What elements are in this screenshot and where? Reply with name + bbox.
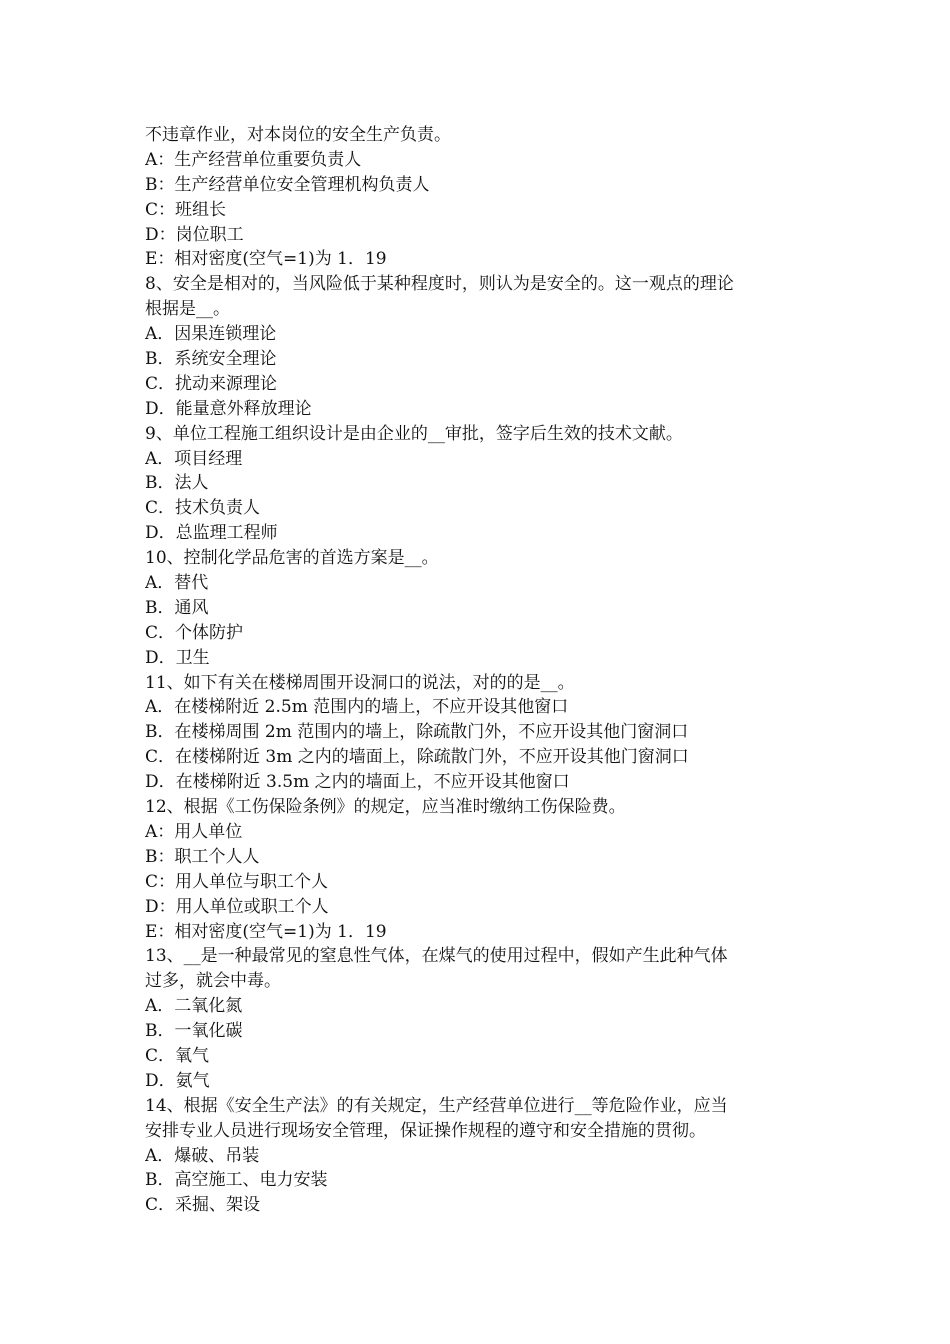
text-line: E：相对密度(空气=1)为 1．19 <box>145 921 387 942</box>
text-line: 9、单位工程施工组织设计是由企业的__审批，签字后生效的技术文献。 <box>145 423 683 444</box>
text-line: C：用人单位与职工个人 <box>145 871 329 892</box>
text-line: A：用人单位 <box>145 821 243 842</box>
text-line: D．总监理工程师 <box>145 523 278 544</box>
text-line: C．个体防护 <box>145 622 244 643</box>
text-line: 过多，就会中毒。 <box>145 971 281 992</box>
text-line: 14、根据《安全生产法》的有关规定，生产经营单位进行__等危险作业，应当 <box>145 1095 728 1116</box>
text-line: C：班组长 <box>145 199 227 220</box>
text-line: 不违章作业，对本岗位的安全生产负责。 <box>145 125 451 145</box>
text-line: 12、根据《工伤保险条例》的规定，应当准时缴纳工伤保险费。 <box>145 797 626 818</box>
text-line: E：相对密度(空气=1)为 1．19 <box>145 249 387 270</box>
text-line: 安排专业人员进行现场安全管理，保证操作规程的遵守和安全措施的贯彻。 <box>145 1120 706 1141</box>
text-line: A：生产经营单位重要负责人 <box>145 149 362 170</box>
text-line: 13、__是一种最常见的窒息性气体，在煤气的使用过程中，假如产生此种气体 <box>145 946 728 967</box>
text-line: A．替代 <box>145 573 209 594</box>
text-line: A．爆破、吊装 <box>145 1145 260 1166</box>
text-line: A．因果连锁理论 <box>145 324 277 345</box>
text-line: D．在楼梯附近 3.5m 之内的墙面上，不应开设其他窗口 <box>145 772 570 793</box>
text-line: B．法人 <box>145 473 209 494</box>
text-line: 10、控制化学品危害的首选方案是__。 <box>145 548 439 569</box>
text-line: A．项目经理 <box>145 448 243 469</box>
text-line: A．二氧化氮 <box>145 996 243 1017</box>
text-line: 8、安全是相对的，当风险低于某种程度时，则认为是安全的。这一观点的理论 <box>145 274 734 295</box>
text-line: C．技术负责人 <box>145 498 261 519</box>
text-line: C．在楼梯附近 3m 之内的墙面上，除疏散门外，不应开设其他门窗洞口 <box>145 747 689 768</box>
text-line: D：岗位职工 <box>145 224 244 245</box>
text-line: D．卫生 <box>145 647 210 668</box>
text-line: B．系统安全理论 <box>145 349 277 370</box>
text-line: C．采掘、架设 <box>145 1195 261 1216</box>
text-line: 11、如下有关在楼梯周围开设洞口的说法，对的的是__。 <box>145 672 575 693</box>
text-line: B．在楼梯周围 2m 范围内的墙上，除疏散门外，不应开设其他门窗洞口 <box>145 722 689 743</box>
text-line: A．在楼梯附近 2.5m 范围内的墙上，不应开设其他窗口 <box>145 697 569 718</box>
text-line: C．扰动来源理论 <box>145 373 278 394</box>
text-line: C．氧气 <box>145 1045 210 1066</box>
text-line: B：生产经营单位安全管理机构负责人 <box>145 174 430 195</box>
text-line: B．一氧化碳 <box>145 1021 243 1042</box>
text-line: B．高空施工、电力安装 <box>145 1170 328 1191</box>
text-line: D．能量意外释放理论 <box>145 398 312 419</box>
text-line: D．氨气 <box>145 1070 210 1091</box>
text-line: B：职工个人人 <box>145 846 260 867</box>
document-body <box>145 123 810 1218</box>
text-line: B．通风 <box>145 597 209 618</box>
text-line: 根据是__。 <box>145 299 230 320</box>
text-line: D：用人单位或职工个人 <box>145 896 329 917</box>
